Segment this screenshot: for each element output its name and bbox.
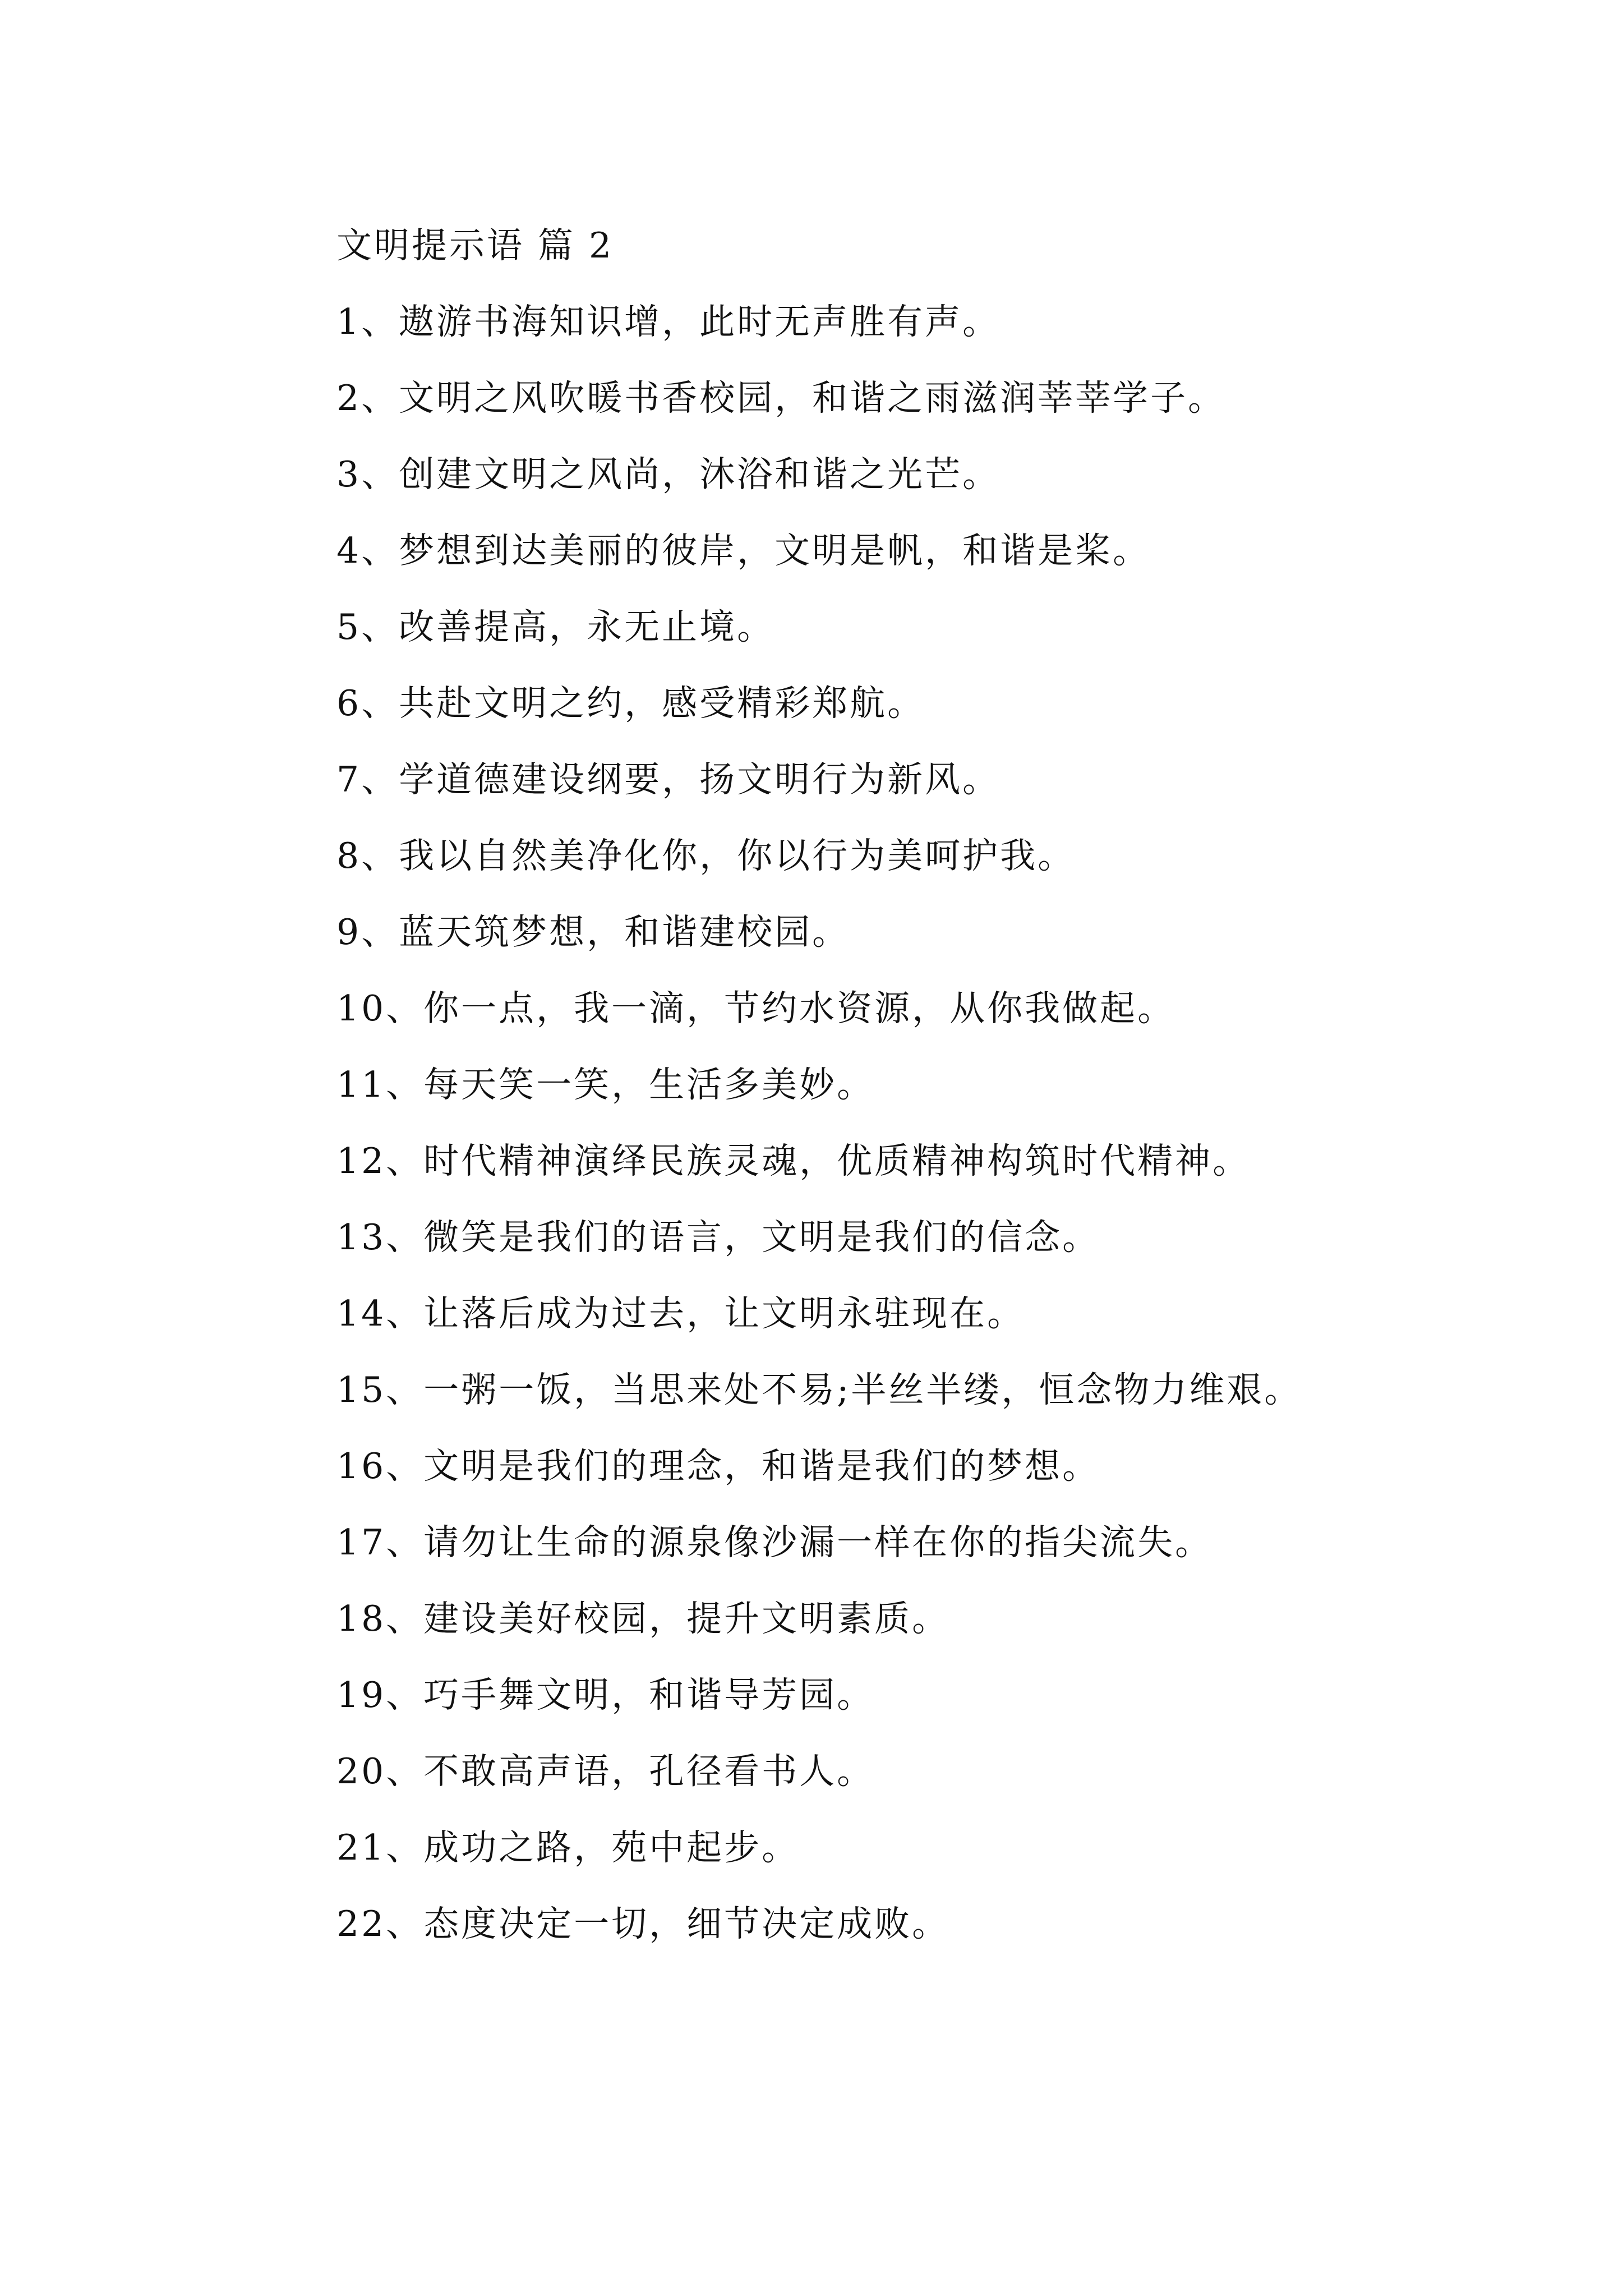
- list-item: 4、梦想到达美丽的彼岸，文明是帆，和谐是桨。: [336, 530, 1151, 571]
- list-item: 9、蓝天筑梦想，和谐建校园。: [336, 912, 850, 953]
- list-item: 10、你一点，我一滴，节约水资源，从你我做起。: [336, 988, 1175, 1029]
- list-item: 14、让落后成为过去，让文明永驻现在。: [336, 1293, 1025, 1334]
- list-item: 15、一粥一饭，当思来处不易;半丝半缕，恒念物力维艰。: [336, 1369, 1302, 1410]
- list-item: 13、微笑是我们的语言，文明是我们的信念。: [336, 1217, 1100, 1258]
- list-item: 18、建设美好校园，提升文明素质。: [336, 1598, 950, 1639]
- list-item: 11、每天笑一笑，生活多美妙。: [336, 1064, 875, 1105]
- list-item: 6、共赴文明之约，感受精彩郑航。: [336, 683, 925, 724]
- list-item: 2、文明之风吹暖书香校园，和谐之雨滋润莘莘学子。: [336, 378, 1226, 418]
- page-title: 文明提示语 篇 2: [336, 225, 614, 266]
- list-item: 22、态度决定一切，细节决定成败。: [336, 1903, 950, 1944]
- document-body: [247, 208, 1424, 1962]
- list-item: 7、学道德建设纲要，扬文明行为新风。: [336, 759, 1000, 800]
- list-item: 16、文明是我们的理念，和谐是我们的梦想。: [336, 1446, 1100, 1487]
- list-item: 1、遨游书海知识增，此时无声胜有声。: [336, 301, 1000, 342]
- list-item: 20、不敢高声语，孔径看书人。: [336, 1751, 875, 1792]
- list-item: 19、巧手舞文明，和谐导芳园。: [336, 1674, 875, 1715]
- list-item: 12、时代精神演绎民族灵魂，优质精神构筑时代精神。: [336, 1140, 1251, 1181]
- list-item: 8、我以自然美净化你，你以行为美呵护我。: [336, 835, 1076, 876]
- list-item: 21、成功之路，苑中起步。: [336, 1827, 800, 1868]
- list-item: 5、改善提高，永无止境。: [336, 606, 775, 647]
- list-item: 17、请勿让生命的源泉像沙漏一样在你的指尖流失。: [336, 1522, 1213, 1563]
- list-item: 3、创建文明之风尚，沐浴和谐之光芒。: [336, 454, 1000, 495]
